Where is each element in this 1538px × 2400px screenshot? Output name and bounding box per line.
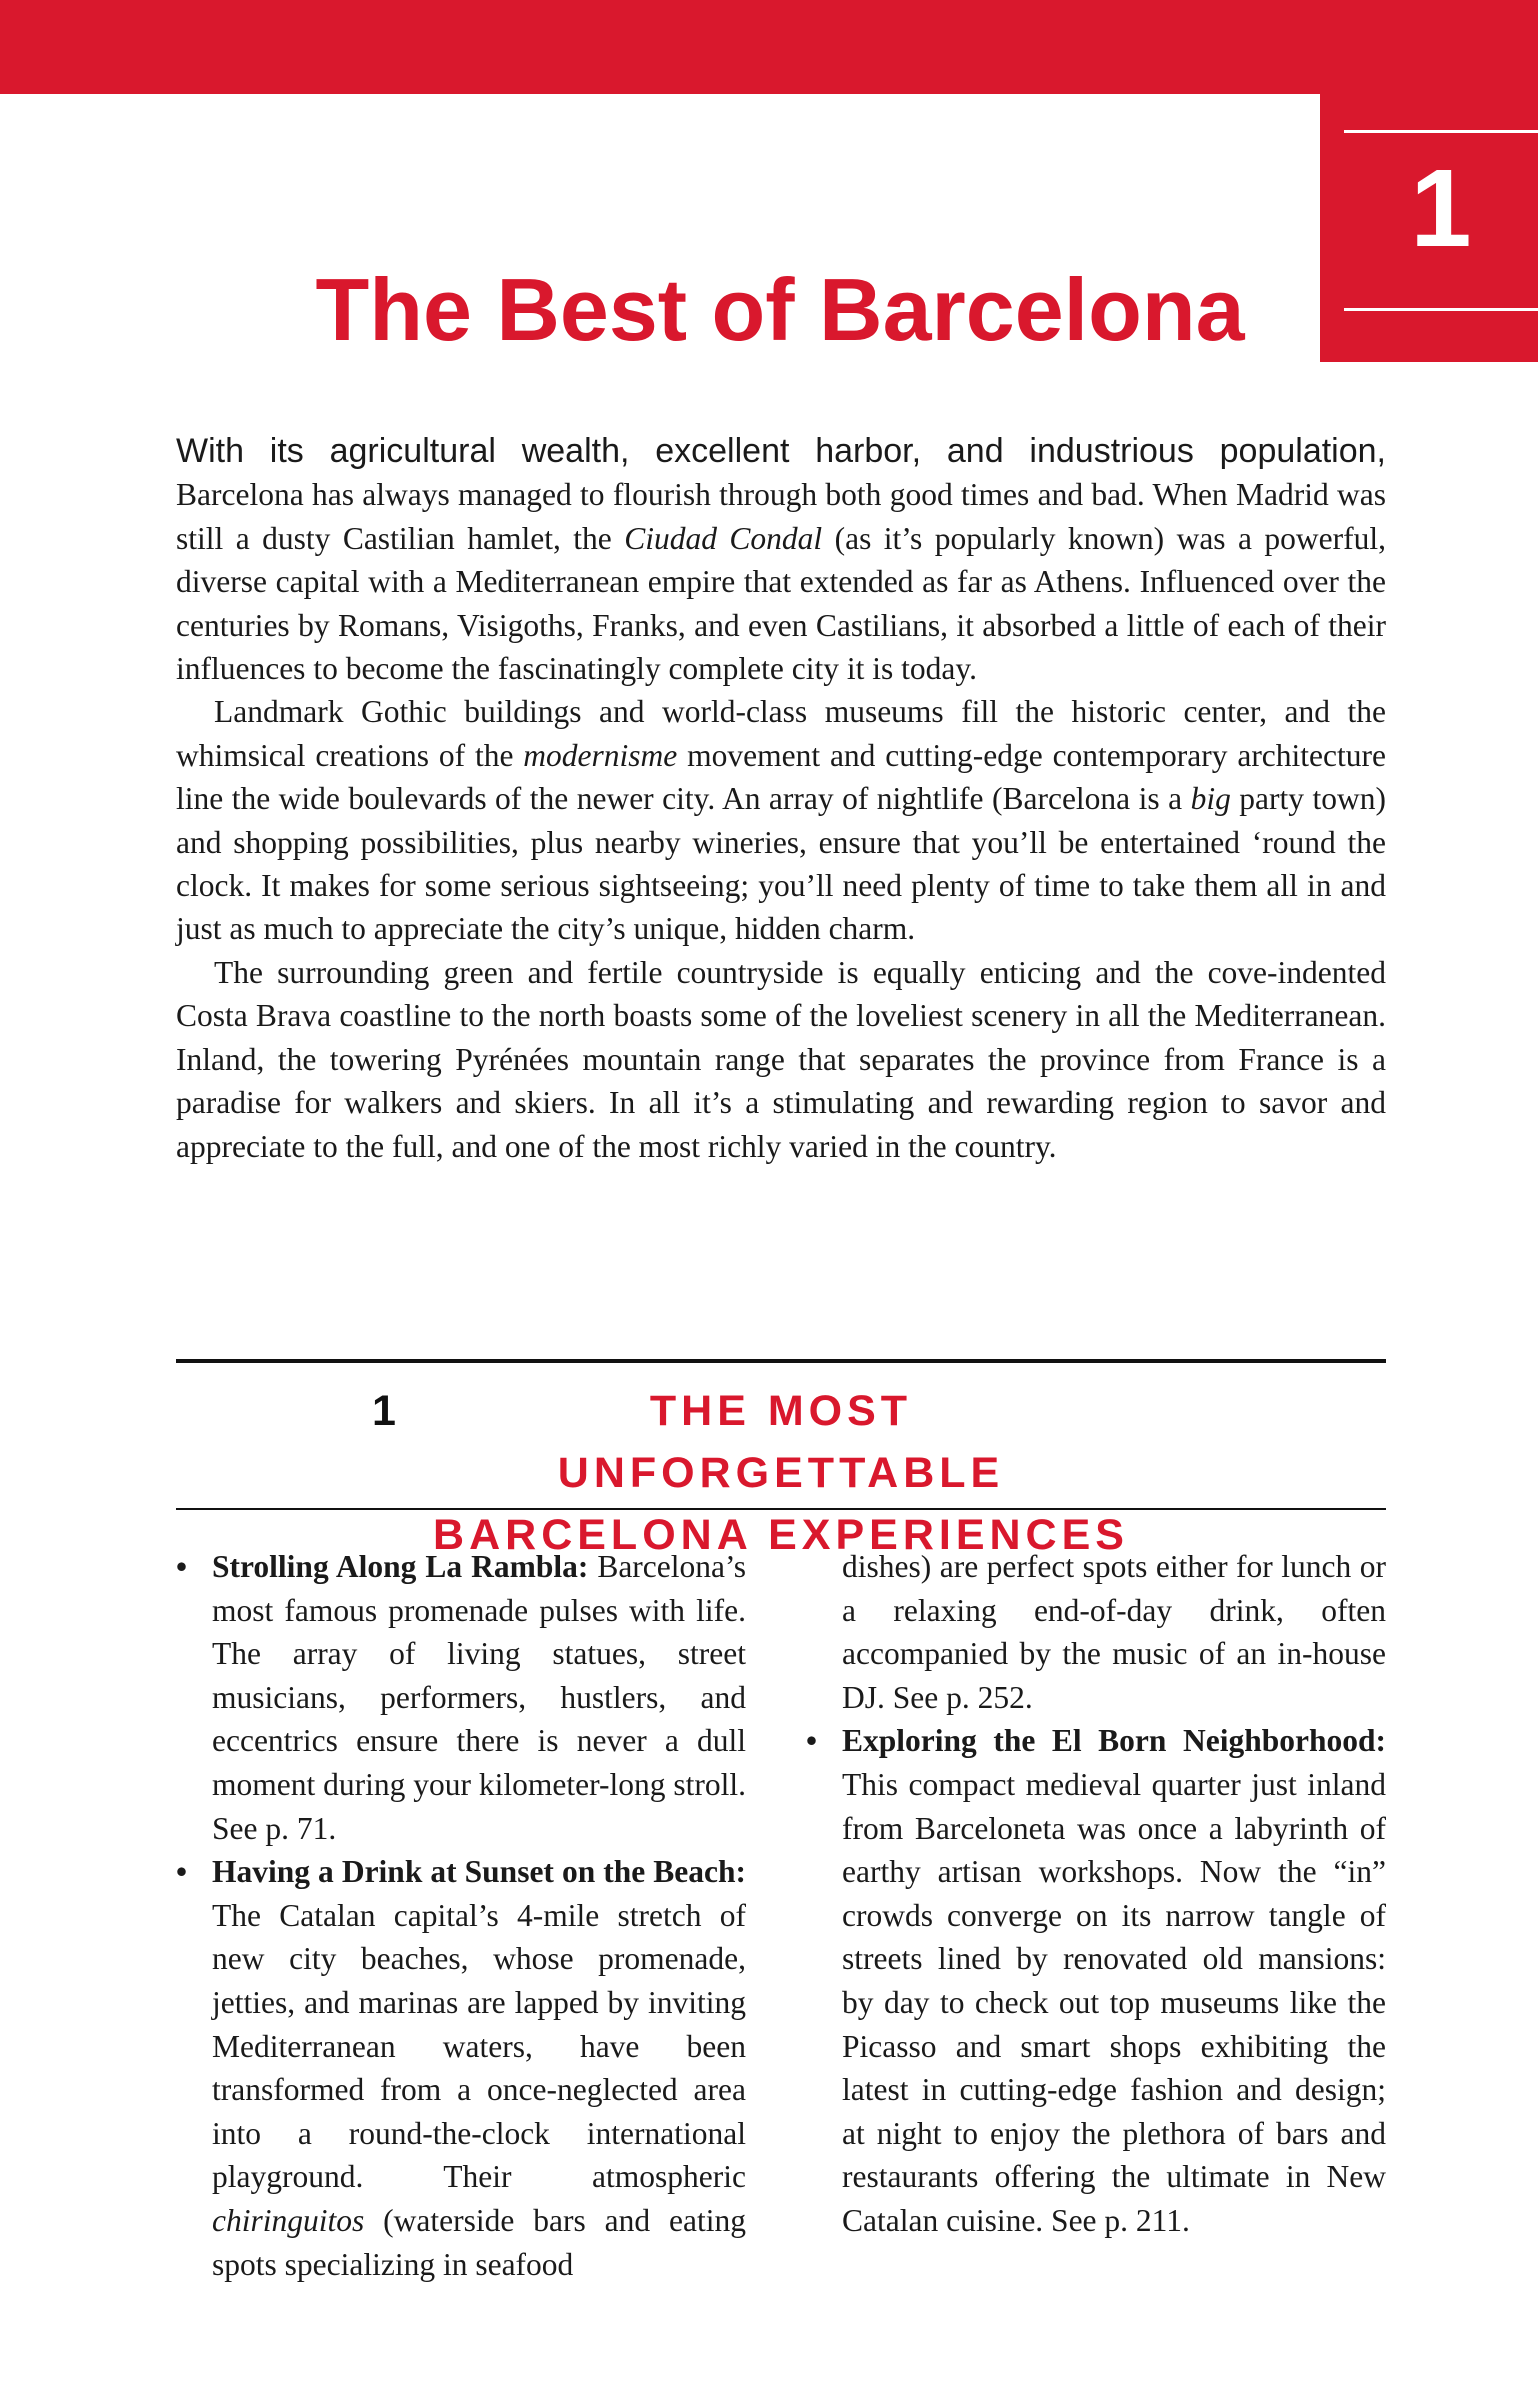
list-item-continued: dishes) are perfect spots either for lunch or a relaxing end-of-day drink, often accompanied by the music of an in-house DJ. See p. 252. — [842, 1549, 1386, 1715]
item-heading: Strolling Along La Rambla: — [212, 1549, 589, 1584]
intro-p1-rest: (as it’s popularly known) was a powerful, diverse capital with a Mediterranean empire that extended as far as Athens. Influenced over the centuries by Romans, Visigoths, Franks, and even Castilians, it absorbed a little of each of their influences to become the fascinatingly complete city it is today. — [176, 520, 1386, 687]
tab-rule-top — [1344, 130, 1538, 133]
item-body: This compact medieval quarter just inland from Barceloneta was once a labyrinth of earthy artisan workshops. Now the “in” crowds converge on its narrow tangle of streets lined by renovated old mansions: by day to check out top museums like the Picasso and smart shops exhibiting the latest in cutting-edge fashion and design; at night to enjoy the plethora of bars and restaurants offering the ultimate in New Catalan cuisine. See p. 211. — [842, 1766, 1386, 2238]
section-number: 1 — [372, 1387, 396, 1435]
bullet-icon: • — [806, 1723, 818, 1759]
item-body: The Catalan capital’s 4-mile stretch of new city beaches, whose promenade, jetties, and marinas are lapped by inviting Mediterranean waters, have been transformed from a once-neglected area into a round-the-clock international playground. Their atmospheric — [212, 1897, 746, 2195]
list-item-sunset-drink — [176, 1850, 746, 2286]
column-left — [176, 1545, 746, 2286]
item-heading: Having a Drink at Sunset on the Beach: — [212, 1854, 746, 1890]
list-item-la-rambla — [176, 1545, 746, 1850]
column-right — [806, 1545, 1386, 2243]
bullet-icon: • — [176, 1549, 188, 1584]
section-title — [426, 1380, 1136, 1566]
item-heading: Exploring the El Born Neighborhood: — [842, 1723, 1386, 1759]
list-item-el-born — [806, 1719, 1386, 2242]
section-title-line-1: THE MOST UNFORGETTABLE — [557, 1387, 1005, 1497]
section-title-line-2: BARCELONA EXPERIENCES — [433, 1511, 1129, 1559]
experience-list-right — [806, 1719, 1386, 2242]
experience-list-left — [176, 1545, 746, 2286]
chapter-number: 1 — [1410, 147, 1472, 270]
intro-paragraph-3: The surrounding green and fertile countryside is equally enticing and the cove-indented Costa Brava coastline to the north boasts some of the loveliest scenery in all the Mediterranean. Inland, the towering Pyrénées mountain range that separates the province from France is a paradise for walkers and skiers. In all it’s a stimulating and rewarding region to savor and appreciate to the full, and one of the most richly varied in the country. — [176, 954, 1386, 1164]
intro-paragraph-1 — [176, 430, 1386, 690]
intro-paragraph-2 — [176, 690, 1386, 950]
item-body: Barcelona’s most famous promenade pulses with life. The array of living statues, street musicians, performers, hustlers, and eccentrics ensure there is never a dull moment during your kilometer-long stroll. See p. 71. — [212, 1549, 747, 1846]
page-title: The Best of Barcelona — [315, 260, 1245, 359]
intro-p2-b: movement and cutting-edge contemporary architecture line the wide boulevards of the newer city. An array of nightlife (Barcelona is a — [176, 737, 1386, 817]
intro-p2-a: Landmark Gothic buildings and world-class museums fill the historic center, and the whimsical creations of the — [176, 694, 1386, 773]
ciudad-condal-term: Ciudad Condal — [624, 520, 823, 556]
item-body-cont: (waterside bars and eating spots specializing in seafood — [212, 2202, 746, 2282]
bullet-icon: • — [176, 1854, 188, 1890]
section-rule-bottom — [176, 1508, 1386, 1510]
section-rule-top — [176, 1359, 1386, 1363]
intro-lead: With its agricultural wealth, excellent harbor, and industrious population, Barcelona has always managed to flourish through both good times and bad. When Madrid was still a dusty Castilian hamlet, the — [176, 432, 1386, 556]
chiringuitos-term: chiringuitos — [212, 2202, 365, 2238]
big-term: big — [1190, 781, 1231, 817]
modernisme-term: modernisme — [523, 737, 678, 773]
header-band — [0, 0, 1538, 94]
intro-p2-c: party town) and shopping possibilities, plus nearby wineries, ensure that you’ll be entertained ‘round the clock. It makes for some serious sightseeing; you’ll need plenty of time to take them all in and just as much to appreciate the city’s unique, hidden charm. — [176, 781, 1386, 947]
intro-text — [176, 430, 1386, 1168]
